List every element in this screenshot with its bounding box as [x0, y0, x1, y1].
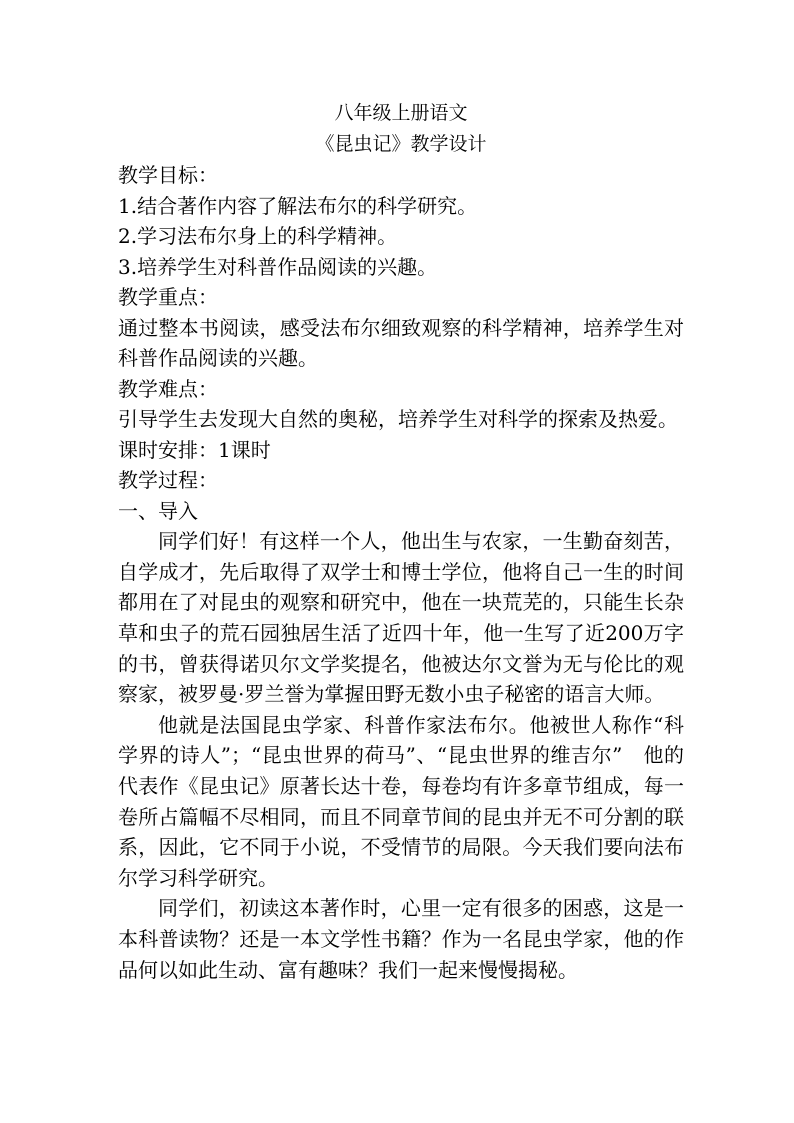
section-heading-intro: 一、导入 [118, 498, 198, 523]
document-title-grade: 八年级上册语文 [334, 102, 468, 124]
document-page [118, 98, 684, 985]
objective-item: 2.学习法布尔身上的科学精神。 [118, 224, 398, 248]
document-title-main: 《昆虫记》教学设计 [315, 133, 487, 155]
body-paragraph: 同学们，初读这本著作时，心里一定有很多的困惑，这是一本科普读物？还是一本文学性书籍？作为一名昆虫学家，他的作品何以如此生动、富有趣味？我们一起来慢慢揭秘。 [118, 896, 684, 982]
objective-item: 1.结合著作内容了解法布尔的科学研究。 [118, 193, 478, 218]
difficulties-text: 引导学生去发现大自然的奥秘，培养学生对科学的探索及热爱。 [118, 407, 678, 432]
difficulties-heading: 教学难点： [118, 376, 218, 401]
objective-item: 3.培养学生对科普作品阅读的兴趣。 [118, 254, 438, 279]
body-paragraph: 同学们好！有这样一个人，他出生与农家，一生勤奋刻苦，自学成才，先后取得了双学士和博士学位，他将自己一生的时间都用在了对昆虫的观察和研究中，他在一块荒芜的，只能生长杂草和虫子的荒石园独居生活了近四十年，他一生写了近200万字的书，曾获得诺贝尔文学奖提名，他被达尔文誉为无与伦比的观察家，被罗曼·罗兰誉为掌握田野无数小虫子秘密的语言大师。 [118, 529, 684, 707]
key-points-text: 通过整本书阅读，感受法布尔细致观察的科学精神，培养学生对科普作品阅读的兴趣。 [118, 315, 684, 371]
process-heading: 教学过程： [118, 468, 218, 493]
objectives-heading: 教学目标： [118, 163, 218, 187]
schedule-line: 课时安排：1课时 [118, 437, 271, 462]
key-points-heading: 教学重点： [118, 285, 218, 309]
body-paragraph: 他就是法国昆虫学家、科普作家法布尔。他被世人称作“科学界的诗人”；“昆虫世界的荷马”、“昆虫世界的维吉尔” 他的代表作《昆虫记》原著长达十卷，每卷均有许多章节组成，每一卷所占篇幅不尽相同，而且不同章节间的昆虫并无不可分割的联系，因此，它不同于小说，不受情节的局限。今天我们要向法布尔学习科学研究。 [118, 712, 684, 890]
